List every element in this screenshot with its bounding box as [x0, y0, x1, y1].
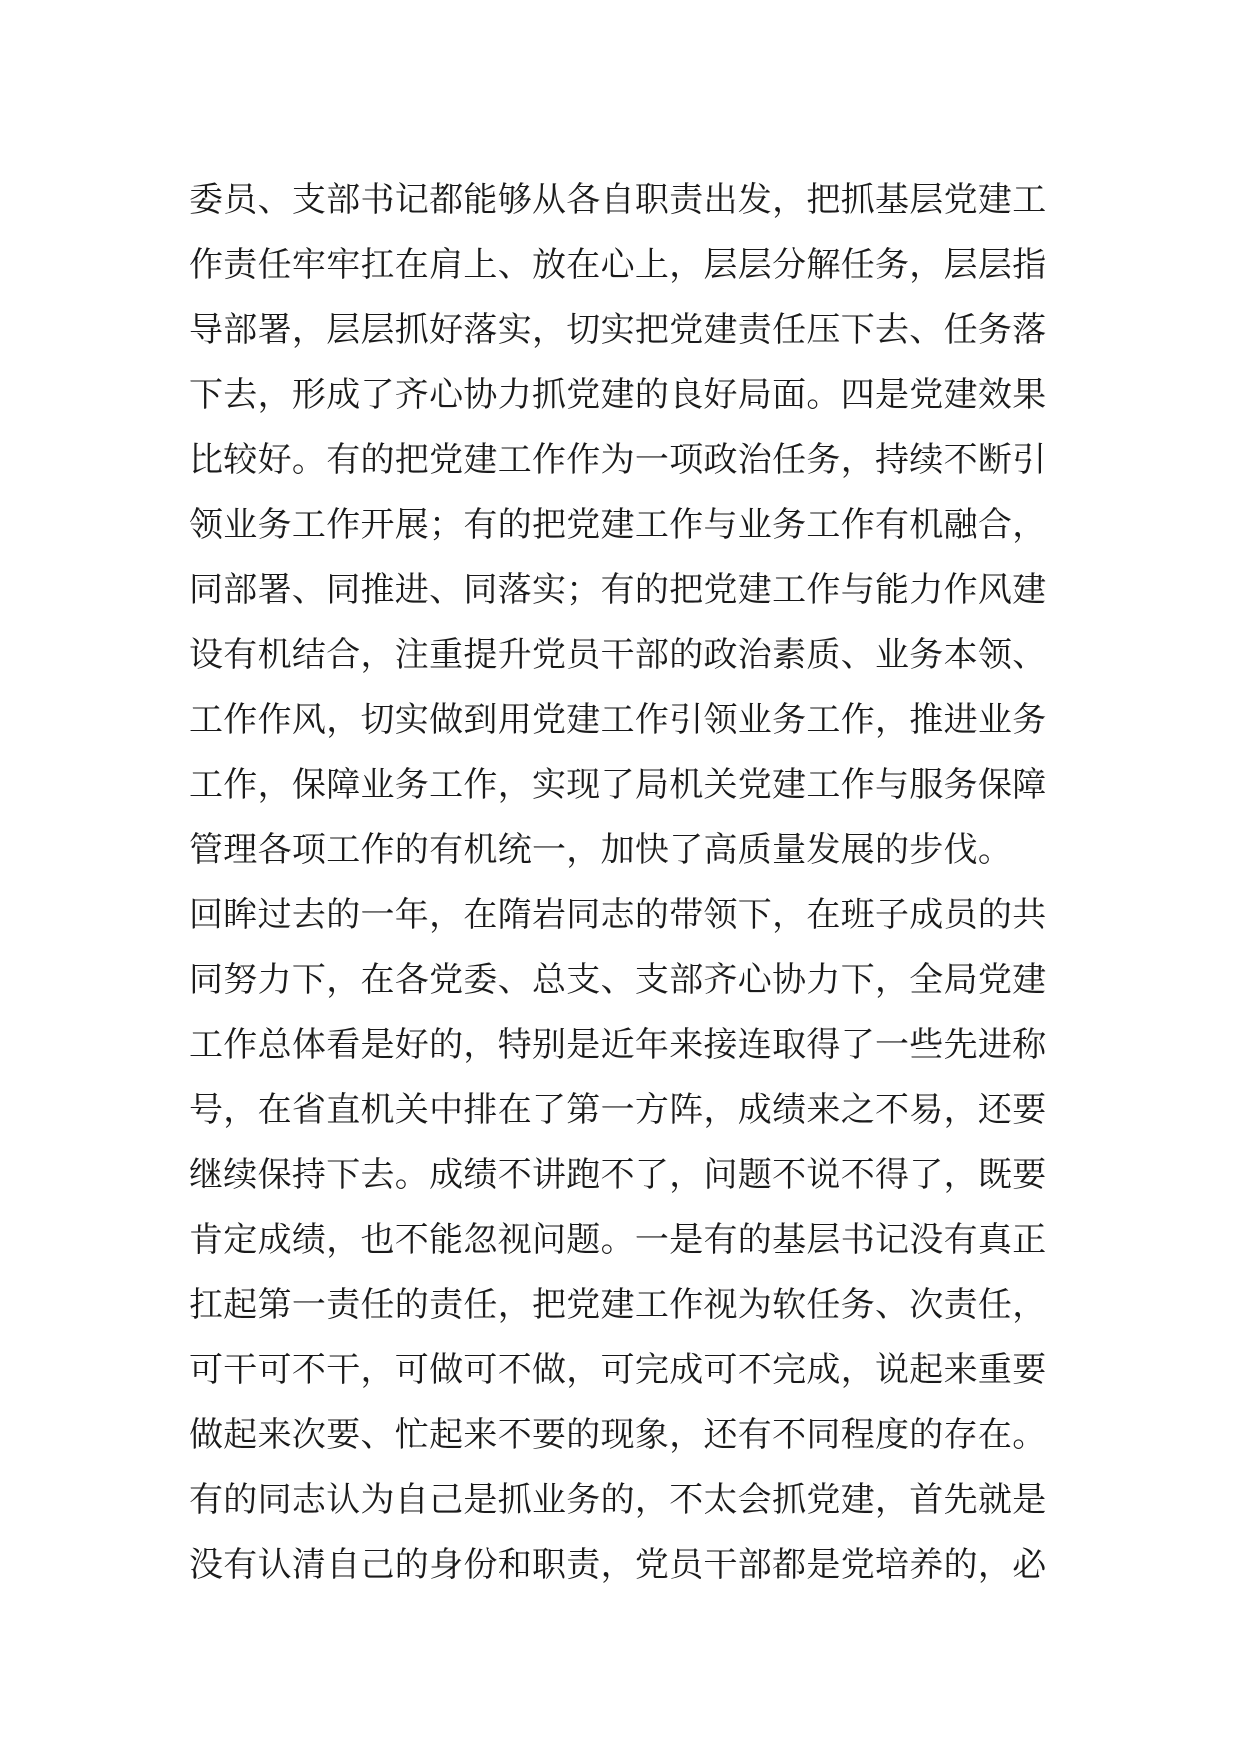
text-line: 同努力下，在各党委、总支、支部齐心协力下，全局党建 — [189, 960, 1047, 1000]
text-line: 领业务工作开展；有的把党建工作与业务工作有机融合， — [189, 505, 1047, 545]
text-line: 同部署、同推进、同落实；有的把党建工作与能力作风建 — [189, 570, 1047, 610]
text-line: 设有机结合，注重提升党员干部的政治素质、业务本领、 — [189, 635, 1047, 675]
text-line: 工作总体看是好的，特别是近年来接连取得了一些先进称 — [189, 1025, 1047, 1065]
body-text — [189, 168, 1069, 1598]
text-line: 有的同志认为自己是抓业务的，不太会抓党建，首先就是 — [189, 1480, 1047, 1520]
text-line: 委员、支部书记都能够从各自职责出发，把抓基层党建工 — [189, 180, 1047, 220]
text-line: 作责任牢牢扛在肩上、放在心上，层层分解任务，层层指 — [189, 245, 1047, 285]
text-line: 扛起第一责任的责任，把党建工作视为软任务、次责任， — [189, 1285, 1047, 1325]
text-line: 做起来次要、忙起来不要的现象，还有不同程度的存在。 — [189, 1415, 1047, 1455]
text-line: 继续保持下去。成绩不讲跑不了，问题不说不得了，既要 — [189, 1155, 1047, 1195]
text-line: 可干可不干，可做可不做，可完成可不完成，说起来重要 — [189, 1350, 1047, 1390]
text-line: 管理各项工作的有机统一，加快了高质量发展的步伐。 — [189, 830, 1013, 870]
text-line: 工作，保障业务工作，实现了局机关党建工作与服务保障 — [189, 765, 1047, 805]
text-line: 下去，形成了齐心协力抓党建的良好局面。四是党建效果 — [189, 375, 1047, 415]
text-line: 号，在省直机关中排在了第一方阵，成绩来之不易，还要 — [189, 1090, 1047, 1130]
text-line: 工作作风，切实做到用党建工作引领业务工作，推进业务 — [189, 700, 1047, 740]
text-line: 导部署，层层抓好落实，切实把党建责任压下去、任务落 — [189, 310, 1047, 350]
text-line: 肯定成绩，也不能忽视问题。一是有的基层书记没有真正 — [189, 1220, 1047, 1260]
text-line: 比较好。有的把党建工作作为一项政治任务，持续不断引 — [189, 440, 1047, 480]
text-line: 没有认清自己的身份和职责，党员干部都是党培养的，必 — [189, 1545, 1047, 1585]
text-line: 回眸过去的一年，在隋岩同志的带领下，在班子成员的共 — [189, 895, 1047, 935]
